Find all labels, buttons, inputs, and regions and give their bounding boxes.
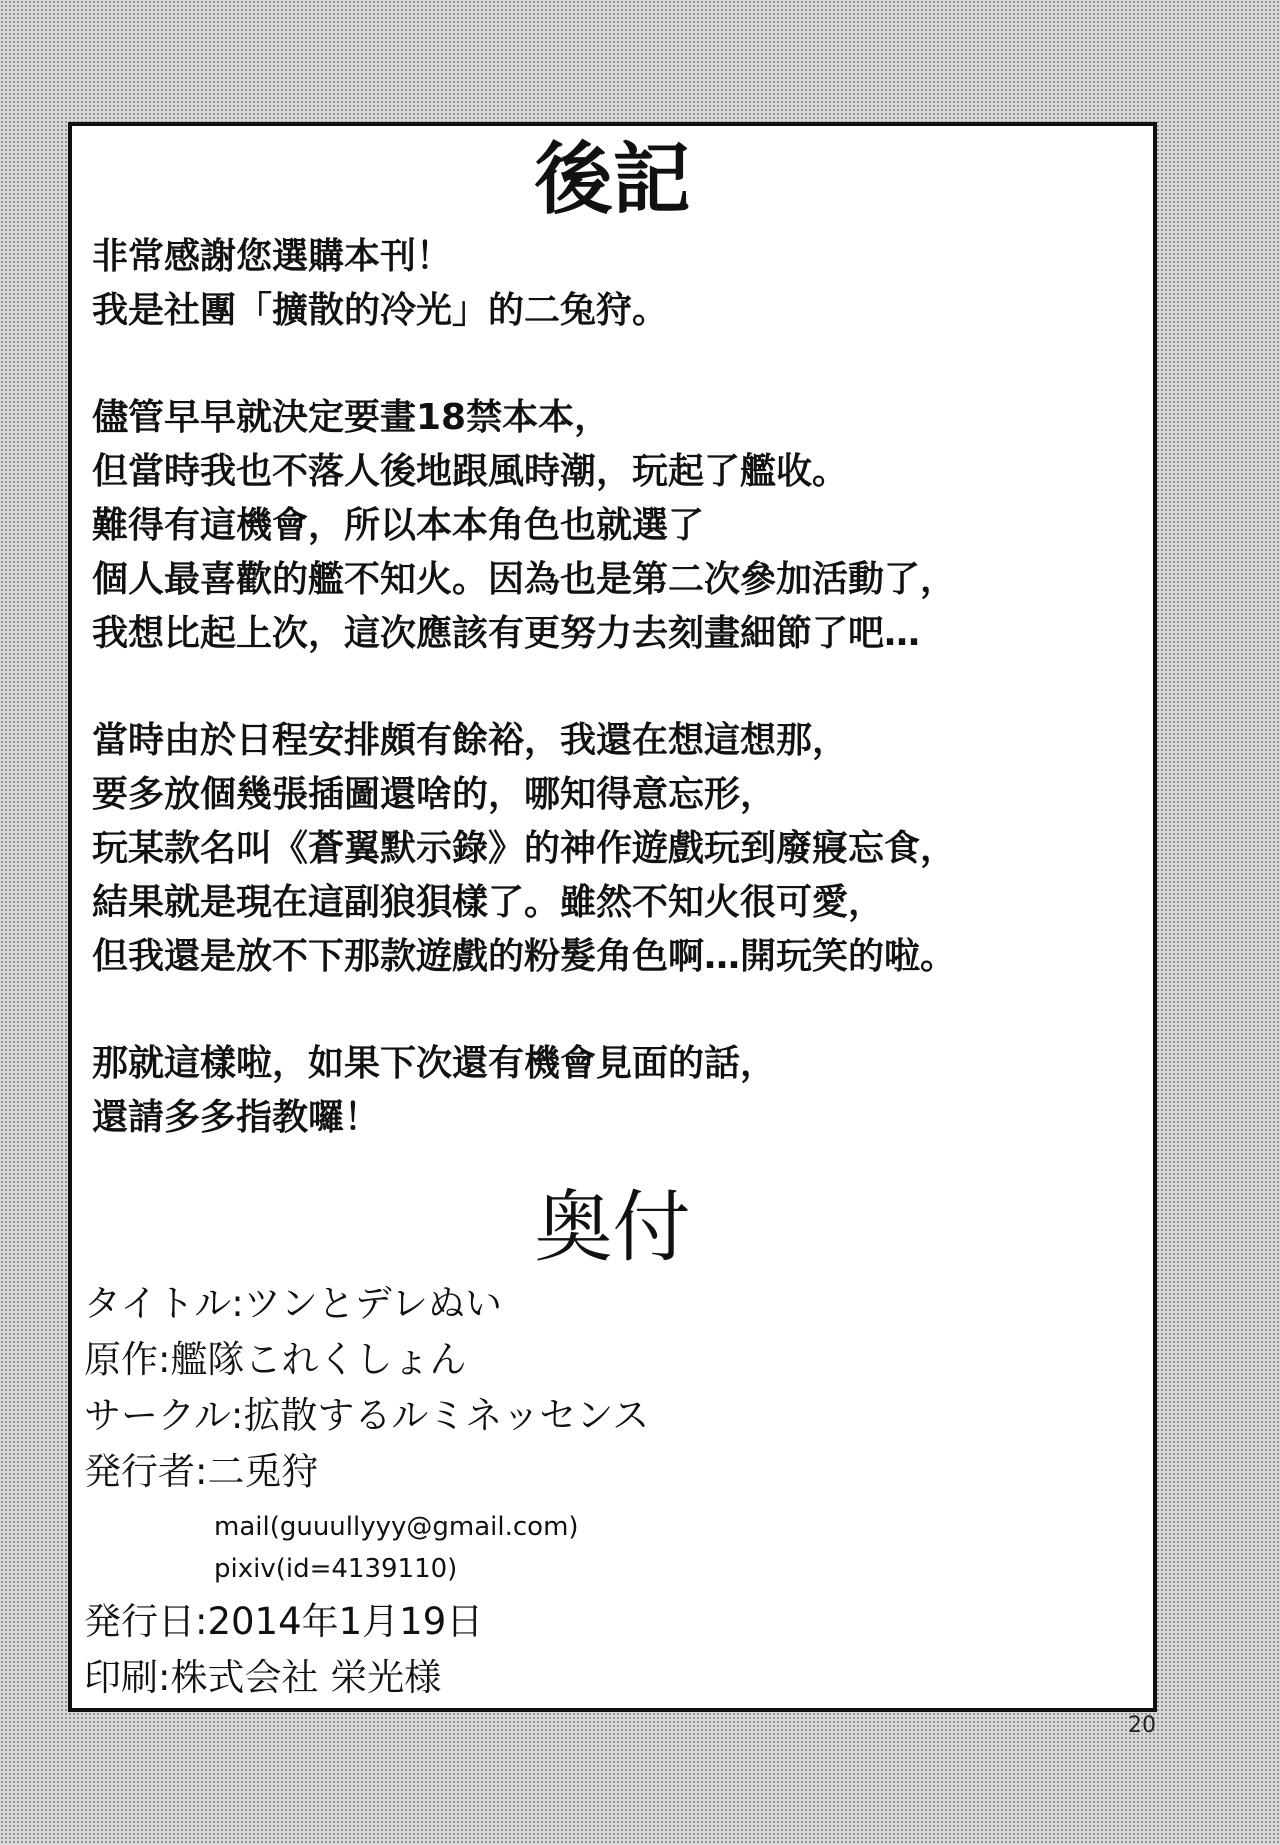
text-line: 難得有這機會，所以本本角色也就選了 bbox=[92, 505, 705, 546]
colophon-value: 艦隊これくしょん bbox=[170, 1338, 467, 1381]
colophon-label: 印刷 bbox=[84, 1656, 158, 1699]
text-line: 要多放個幾張插圖還啥的，哪知得意忘形， bbox=[92, 774, 777, 815]
text-line: 個人最喜歡的艦不知火。因為也是第二次參加活動了， bbox=[92, 559, 957, 600]
colophon-circle-row bbox=[84, 1388, 1144, 1444]
separator: : bbox=[195, 1450, 208, 1493]
page-number: 20 bbox=[1128, 1713, 1156, 1738]
text-line: 還請多多指教囉！ bbox=[92, 1097, 381, 1138]
colophon-title-row bbox=[84, 1276, 1144, 1332]
text-line: 當時由於日程安排頗有餘裕，我還在想這想那， bbox=[92, 720, 849, 761]
text-line: 但當時我也不落人後地跟風時潮，玩起了艦收。 bbox=[92, 451, 849, 492]
colophon-label: タイトル bbox=[84, 1282, 232, 1325]
colophon-date-row bbox=[84, 1594, 1144, 1650]
colophon-body bbox=[84, 1276, 1144, 1706]
afterword-paragraph bbox=[92, 1037, 1132, 1145]
text-line: 結果就是現在這副狼狽樣了。雖然不知火很可愛， bbox=[92, 882, 885, 923]
text-line: 我想比起上次，這次應該有更努力去刻畫細節了吧… bbox=[92, 613, 921, 654]
contact-block bbox=[84, 1506, 1144, 1590]
mail-contact: mail(guuullyyy@gmail.com) bbox=[214, 1512, 579, 1542]
colophon-value: 株式会社 栄光様 bbox=[170, 1656, 442, 1699]
text-line: 儘管早早就決定要畫18禁本本， bbox=[92, 397, 611, 438]
text-line: 但我還是放不下那款遊戲的粉髮角色啊…開玩笑的啦。 bbox=[92, 936, 957, 977]
colophon-label: 原作 bbox=[84, 1338, 158, 1381]
separator: : bbox=[158, 1338, 171, 1381]
text-line: 玩某款名叫《蒼翼默示錄》的神作遊戲玩到廢寢忘食， bbox=[92, 828, 957, 869]
afterword-paragraph bbox=[92, 391, 1132, 661]
afterword-paragraph bbox=[92, 714, 1132, 984]
afterword-title: 後記 bbox=[534, 135, 691, 225]
separator: : bbox=[231, 1282, 244, 1325]
colophon-label: サークル bbox=[84, 1394, 231, 1437]
text-line: 非常感謝您選購本刊！ bbox=[92, 236, 453, 277]
text-line: 那就這樣啦，如果下次還有機會見面的話， bbox=[92, 1043, 777, 1084]
afterword-body bbox=[92, 230, 1132, 1198]
afterword-paragraph bbox=[92, 230, 1132, 338]
text-line: 我是社團「擴散的冷光」的二兔狩。 bbox=[92, 290, 669, 331]
colophon-value: 2014年1月19日 bbox=[207, 1600, 484, 1643]
pixiv-contact: pixiv(id=4139110) bbox=[214, 1554, 458, 1584]
colophon-printer-row bbox=[84, 1650, 1144, 1706]
separator: : bbox=[230, 1394, 244, 1437]
separator: : bbox=[195, 1600, 208, 1643]
colophon-original-row bbox=[84, 1332, 1144, 1388]
separator: : bbox=[158, 1656, 171, 1699]
colophon-value: 二兎狩 bbox=[207, 1450, 319, 1493]
colophon-publisher-row bbox=[84, 1444, 1144, 1500]
colophon-label: 発行者 bbox=[84, 1450, 195, 1493]
colophon-title: 奥付 bbox=[534, 1183, 691, 1273]
colophon-value: 拡散するルミネッセンス bbox=[243, 1394, 650, 1437]
colophon-value: ツンとデレぬい bbox=[243, 1282, 502, 1325]
colophon-label: 発行日 bbox=[84, 1600, 195, 1643]
page-frame bbox=[68, 122, 1157, 1712]
